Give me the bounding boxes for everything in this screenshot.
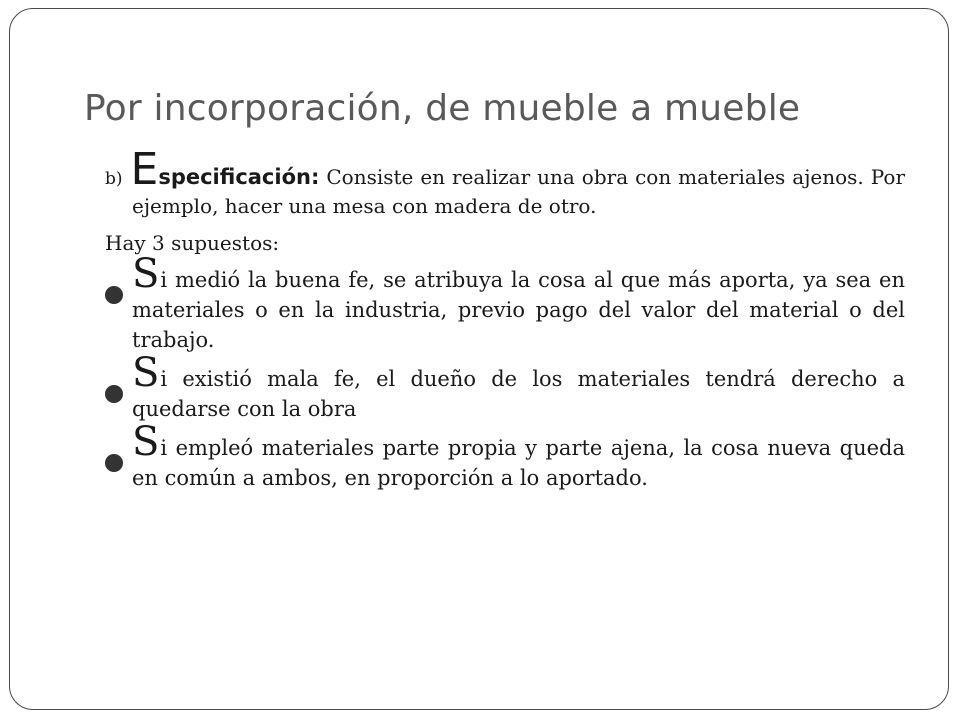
supuesto-initial: S <box>132 419 160 465</box>
supuestos-list <box>105 251 905 493</box>
supuesto-text: i empleó materiales parte propia y parte ajena, la cosa nueva queda en común a ambos, en proporción a lo aportado. <box>132 436 905 490</box>
slide-title: Por incorporación, de mueble a mueble <box>84 88 801 129</box>
definition-paragraph <box>105 144 906 220</box>
bullet-dot-icon <box>105 286 123 304</box>
bullet-dot-icon <box>105 454 123 472</box>
supuesto-text: i existió mala fe, el dueño de los materiales tendrá derecho a quedarse con la obra <box>132 367 905 421</box>
definition-body: Consiste en realizar una obra con materiales ajenos. Por ejemplo, hacer una mesa con madera de otro. <box>132 165 906 218</box>
supuesto-item-2 <box>105 350 905 424</box>
supuestos-intro: Hay 3 supuestos: <box>105 231 280 255</box>
definition-term-initial: E <box>130 144 159 195</box>
supuesto-item-3 <box>105 419 905 493</box>
definition-prefix: b) <box>105 169 123 189</box>
supuesto-text: i medió la buena fe, se atribuya la cosa al que más aporta, ya sea en materiales o en la industria, previo pago del valor del material o del trabajo. <box>132 268 905 352</box>
bullet-dot-icon <box>105 385 123 403</box>
supuesto-initial: S <box>132 350 160 396</box>
definition-term: specificación: <box>158 165 320 189</box>
supuesto-item-1 <box>105 251 905 355</box>
slide-content <box>105 144 906 501</box>
supuesto-initial: S <box>132 251 160 297</box>
